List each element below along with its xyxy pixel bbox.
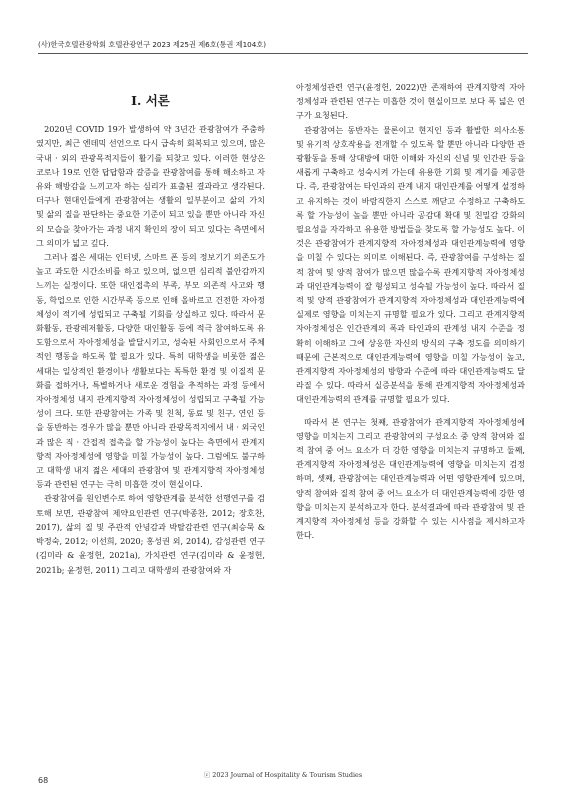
section-title: I. 서론	[131, 93, 170, 108]
copyright-footer: ⓒ 2023 Journal of Hospitality & Tourism Studies	[203, 771, 363, 779]
paragraph: 2020년 COVID 19가 발생하여 약 3년간 관광참여가 주춤하였지만, 최근 엔데믹 선언으로 다시 급속히 회복되고 있으며, 많은 국내 · 외의 관광목적지들이 활기를 되찾고 있다. 이러한 현상은 코로나 19로 인한 답답함과 갈증을 관광참여를 통해 해소하고 자유와 해방감을 느끼고자 하는 심리가 표출된 결과라고 생각된다. 더구나 현대인들에게 관광참여는 생활의 일부분이고 삶의 가치 및 삶의 질을 판단하는 중요한 기준이 되고 있을 뿐만 아니라 자신의 모습을 찾아가는 과정 내지 확인의 장이 되고 있다는 측면에서 그 의미가 넓고 깊다.	[36, 124, 266, 248]
paragraph: 아정체성관련 연구(윤정헌, 2022)만 존재하여 관계지향적 자아정체성과 관련된 연구는 미흡한 것이 현실이므로 보다 폭 넓은 연구가 요청된다.	[296, 82, 525, 121]
paragraph: 그러나 젊은 세대는 인터넷, 스마트 폰 등의 정보기기 의존도가 높고 과도한 시간소비를 하고 있으며, 없으면 심리적 불안감까지 느끼는 실정이다. 또한 대인접촉의 부족, 부모 의존적 사고와 행동, 학업으로 인한 시간부족 등으로 인해 올바르고 건전한 자아정체성이 적기에 성립되고 구축될 기회를 상실하고 있다. 따라서 문화활동, 관광레저활동, 다양한 대인활동 등에 적극 참여하도록 유도함으로서 자아정체성을 발달시키고, 성숙된 사회인으로서 주체적인 행동을 하도록 할 필요가 있다. 특히 대학생을 비롯한 젊은 세대는 일상적인 환경이나 생활보다는 독특한 환경 및 이질적 문화를 접하거나, 특별하거나 새로운 경험을 추적하는 과정 등에서 자아정체성 내지 관계지향적 자아정체성이 성립되고 구축될 가능성이 크다. 또한 관광참여는 가족 및 친척, 동료 및 친구, 연인 등을 동반하는 경우가 많을 뿐만 아니라 관광목적지에서 내 · 외국인과 많은 직 · 간접적 접촉을 할 가능성이 높다는 측면에서 관계지향적 자아정체성에 영향을 미칠 가능성이 높다. 그럼에도 불구하고 대학생 내지 젊은 세대의 관광참여 및 관계지향적 자아정체성 등과 관련된 연구는 극히 미흡한 것이 현실이다.	[36, 252, 266, 490]
paragraph: 관광참여는 동반자는 물론이고 현지인 등과 활발한 의사소통 및 유기적 상호작용을 전개할 수 있도록 할 뿐만 아니라 다양한 관광활동을 통해 상대방에 대한 이해와 자신의 신념 및 인간관 등을 새롭게 구축하고 성숙시켜 가는데 유용한 기회 및 계기를 제공한다. 즉, 관광참여는 타인과의 관계 내지 대인관계를 어떻게 설정하고 유지하는 것이 바람직한지 스스로 깨닫고 수정하고 구축하도록 할 가능성이 높을 뿐만 아니라 공감대 확대 및 친밀감 강화의 필요성을 자각하고 유용한 방법들을 찾도록 할 가능성도 높다. 이것은 관광참여가 관계지향적 자아정체성과 대인관계능력에 영향을 미칠 수 있다는 의미로 이해된다. 즉, 관광참여를 구성하는 질적 참여 및 양적 참여가 많으면 많을수록 관계지향적 자아정체성과 대인관계능력이 잘 형성되고 성숙될 가능성이 높다. 따라서 질적 및 양적 관광참여가 관계지향적 자아정체성과 대인관계능력에 실제로 영향을 미치는지 규명할 필요가 있다. 그리고 관계지향적 자아정체성은 인간관계의 폭과 타인과의 관계성 내지 수준을 정확히 이해하고 그에 상응한 자신의 방식의 구축 정도를 의미하기 때문에 근본적으로 대인관계능력에 영향을 미칠 가능성이 높고, 관계지향적 자아정체성의 방향과 수준에 따라 대인관계능력도 달라질 수 있다. 따라서 실증분석을 통해 관계지향적 자아정체성과 대인관계능력의 관계를 규명할 필요가 있다.	[296, 124, 526, 405]
header-rule	[38, 53, 528, 54]
paragraph: 관광참여를 원인변수로 하여 영향관계를 분석한 선행연구를 검토해 보면, 관광참여 제약요인관련 연구(박종찬, 2012; 장호찬, 2017), 삶의 질 및 주관적 안녕감과 박탈감관련 연구(최승묵 & 박정숙, 2012; 이선희, 2020; 홍성권 외, 2014), 감성관련 연구(김미라 & 윤정헌, 2021a), 가치관련 연구(김미라 & 윤정헌, 2021b; 윤정헌, 2011) 그리고 대학생의 관광참여와 자	[36, 493, 265, 575]
journal-header: (사)한국호텔관광학회 호텔관광연구 2023 제25권 제6호(통권 제104호)	[38, 40, 267, 49]
right-column	[296, 80, 525, 543]
left-column	[36, 80, 265, 577]
paragraph: 따라서 본 연구는 첫째, 관광참여가 관계지향적 자아정체성에 영향을 미치는지 그리고 관광참여의 구성요소 중 양적 참여와 질적 참여 중 어느 요소가 더 강한 영향을 미치는지 규명하고 둘째, 관계지향적 자아정체성은 대인관계능력에 영향을 미치는지 검정하며, 셋째, 관광참여는 대인관계능력과 어떤 영향관계에 있으며, 양적 참여와 질적 참여 중 어느 요소가 더 대인관계능력에 강한 영향을 미치는지 분석하고자 한다. 분석결과에 따라 관광참여 및 관계지향적 자아정체성 등을 강화할 수 있는 시사점을 제시하고자 한다.	[296, 416, 526, 541]
page-number: 68	[38, 776, 49, 785]
